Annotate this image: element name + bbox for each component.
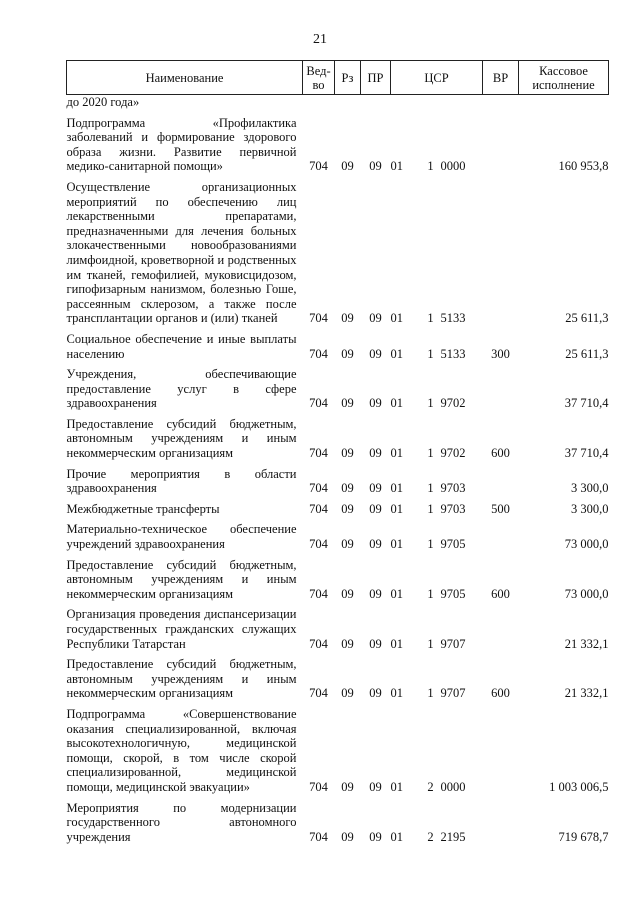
cell-csr-program: 01 [390,159,403,174]
cell-amount: 3 300,0 [571,501,609,516]
cell-csr-program: 01 [390,311,403,326]
cell-rz: 09 [341,586,354,601]
cell-name: Подпрограмма «Совершенствование оказания специализированной, включая высокотехнологичную, медицинской помощи, скорой, в том числе скорой специализированной, медицинской помощи, медицинской эвакуации» [66,706,297,794]
cell-csr-subprogram: 1 [427,636,434,651]
cell-vr [483,95,519,110]
cell-rz: 09 [341,829,354,844]
cell-name: Осуществление организационных мероприятий по обеспечению лиц лекарственными препаратами, предназначенными для лечения больных злокачественными новообразованиями лимфоидной, кроветворной и родственных им тканей, гемофилией, муковисцидозом, гипофизарным нанизмом, болезнью Гоше, рассеянным склерозом, а также после трансплантации органов и (или) тканей [66,179,297,326]
cell-csr-subprogram: 1 [427,311,434,326]
cell-amount: 719 678,7 [558,829,609,844]
cell-rz: 09 [341,636,354,651]
cell-pr: 09 [369,481,382,496]
cell-csr-program: 01 [390,829,403,844]
table-row [67,95,609,110]
cell-rz: 09 [341,159,354,174]
cell-rz: 09 [341,311,354,326]
cell-csr-program: 01 [390,537,403,552]
cell-vr [483,795,519,845]
cell-csr-subprogram: 1 [427,586,434,601]
cell-vr [483,601,519,651]
cell-amount: 37 710,4 [564,396,609,411]
cell-csr-program: 01 [390,686,403,701]
cell-name: Организация проведения диспансеризации государственных гражданских служащих Республики Татарстан [66,607,297,651]
cell-vr [483,174,519,326]
cell-pr: 09 [369,829,382,844]
cell-csr-subprogram: 1 [427,346,434,361]
cell-csr-program: 01 [390,636,403,651]
cell-pr: 09 [369,159,382,174]
table-row [67,496,609,517]
cell-csr-program: 01 [390,481,403,496]
table-row [67,174,609,326]
cell-rz: 09 [341,346,354,361]
cell-name: Предоставление субсидий бюджетным, автономным учреждениям и иным некоммерческим организациям [66,657,297,701]
cell-amount: 25 611,3 [565,346,609,361]
table-row [67,701,609,795]
cell-csr-direction: 5133 [440,311,466,326]
cell-vr [483,701,519,795]
table-body [67,95,609,845]
cell-pr [361,95,391,110]
cell-csr-program: 01 [390,779,403,794]
cell-amount: 1 003 006,5 [549,779,609,794]
cell-pr: 09 [369,501,382,516]
cell-amount: 160 953,8 [558,159,609,174]
cell-csr-direction: 9703 [440,481,466,496]
cell-amount: 21 332,1 [564,686,609,701]
table-row [67,411,609,461]
cell-vr: 500 [491,501,510,516]
cell-pr: 09 [369,636,382,651]
table-row [67,461,609,496]
cell-vr: 600 [491,586,510,601]
cell-ved: 704 [309,686,328,701]
table-row [67,601,609,651]
cell-csr-subprogram: 2 [427,829,434,844]
cell-ved: 704 [309,829,328,844]
cell-csr-subprogram: 1 [427,537,434,552]
table-row [67,516,609,551]
cell-name: Предоставление субсидий бюджетным, автономным учреждениям и иным некоммерческим организациям [66,416,297,461]
cell-ved: 704 [309,481,328,496]
cell-amount: 37 710,4 [564,446,609,461]
cell-csr-direction: 0000 [440,779,466,794]
cell-csr-subprogram: 1 [427,446,434,461]
cell-csr-direction: 9707 [440,686,466,701]
cell-name: Материально-техническое обеспечение учреждений здравоохранения [66,522,297,552]
cell-csr-subprogram: 1 [427,686,434,701]
cell-csr-direction [441,95,483,110]
cell-csr-direction: 9705 [440,537,466,552]
cell-csr-subprogram: 1 [427,501,434,516]
table-header-row [67,61,609,95]
cell-csr-program [391,95,421,110]
cell-csr-direction: 9707 [440,636,466,651]
cell-pr: 09 [369,586,382,601]
cell-csr-direction: 9705 [440,586,466,601]
cell-rz: 09 [341,686,354,701]
cell-csr-program: 01 [390,396,403,411]
cell-csr-direction: 5133 [440,346,466,361]
cell-name: Предоставление субсидий бюджетным, автономным учреждениям и иным некоммерческим организациям [66,557,297,601]
cell-csr-subprogram: 1 [427,396,434,411]
cell-name: Учреждения, обеспечивающие предоставление услуг в сфере здравоохранения [66,367,297,411]
cell-amount: 3 300,0 [571,481,609,496]
cell-csr-subprogram: 1 [427,159,434,174]
table-row [67,326,609,361]
cell-ved: 704 [309,159,328,174]
cell-pr: 09 [369,779,382,794]
cell-name: Прочие мероприятия в области здравоохранения [66,466,297,496]
cell-csr-direction: 9702 [440,446,466,461]
cell-amount [519,95,609,110]
cell-name: Мероприятия по модернизации государственного автономного учреждения [66,800,297,844]
cell-csr-direction: 2195 [440,829,466,844]
cell-csr-direction: 9702 [440,396,466,411]
cell-name: Межбюджетные трансферты [66,501,220,516]
cell-csr-program: 01 [390,501,403,516]
table-row [67,110,609,174]
table-row [67,795,609,845]
table-row [67,651,609,701]
cell-ved: 704 [309,636,328,651]
cell-csr-direction: 9703 [440,501,466,516]
header-ved: Вед-во [303,61,335,95]
cell-vr [483,361,519,411]
cell-ved: 704 [309,346,328,361]
cell-vr: 600 [491,446,510,461]
header-name: Наименование [67,61,303,95]
cell-ved: 704 [309,501,328,516]
cell-amount: 73 000,0 [564,586,609,601]
cell-vr: 600 [491,686,510,701]
header-amount: Кассовое исполнение [519,61,609,95]
cell-csr-subprogram: 1 [427,481,434,496]
cell-pr: 09 [369,537,382,552]
cell-amount: 25 611,3 [565,311,609,326]
cell-rz: 09 [341,446,354,461]
cell-ved: 704 [309,537,328,552]
budget-table [66,60,609,844]
page-number: 21 [313,32,327,47]
cell-ved: 704 [309,586,328,601]
cell-vr [483,461,519,496]
cell-csr-program: 01 [390,446,403,461]
cell-amount: 73 000,0 [564,537,609,552]
cell-ved: 704 [309,779,328,794]
cell-amount: 21 332,1 [564,636,609,651]
header-pr: ПР [361,61,391,95]
cell-rz: 09 [341,501,354,516]
cell-csr-program: 01 [390,586,403,601]
cell-vr: 300 [491,346,510,361]
cell-ved: 704 [309,396,328,411]
cell-csr-direction: 0000 [440,159,466,174]
cell-rz: 09 [341,481,354,496]
cell-vr [483,516,519,551]
cell-pr: 09 [369,446,382,461]
cell-pr: 09 [369,396,382,411]
table-row [67,361,609,411]
cell-pr: 09 [369,311,382,326]
cell-ved [303,95,335,110]
cell-csr-subprogram: 2 [427,779,434,794]
cell-csr-program: 01 [390,346,403,361]
cell-rz: 09 [341,537,354,552]
cell-ved: 704 [309,311,328,326]
cell-name: Социальное обеспечение и иные выплаты населению [66,331,297,361]
cell-pr: 09 [369,686,382,701]
cell-csr-subprogram [421,95,441,110]
cell-rz: 09 [341,779,354,794]
cell-vr [483,110,519,174]
cell-name: Подпрограмма «Профилактика заболеваний и формирование здорового образа жизни. Развитие первичной медико-санитарной помощи» [66,115,297,174]
cell-rz: 09 [341,396,354,411]
header-csr: ЦСР [391,61,483,95]
cell-name: до 2020 года» [66,95,140,109]
table-row [67,552,609,602]
cell-rz [335,95,361,110]
header-vr: ВР [483,61,519,95]
header-rz: Рз [335,61,361,95]
cell-pr: 09 [369,346,382,361]
cell-ved: 704 [309,446,328,461]
